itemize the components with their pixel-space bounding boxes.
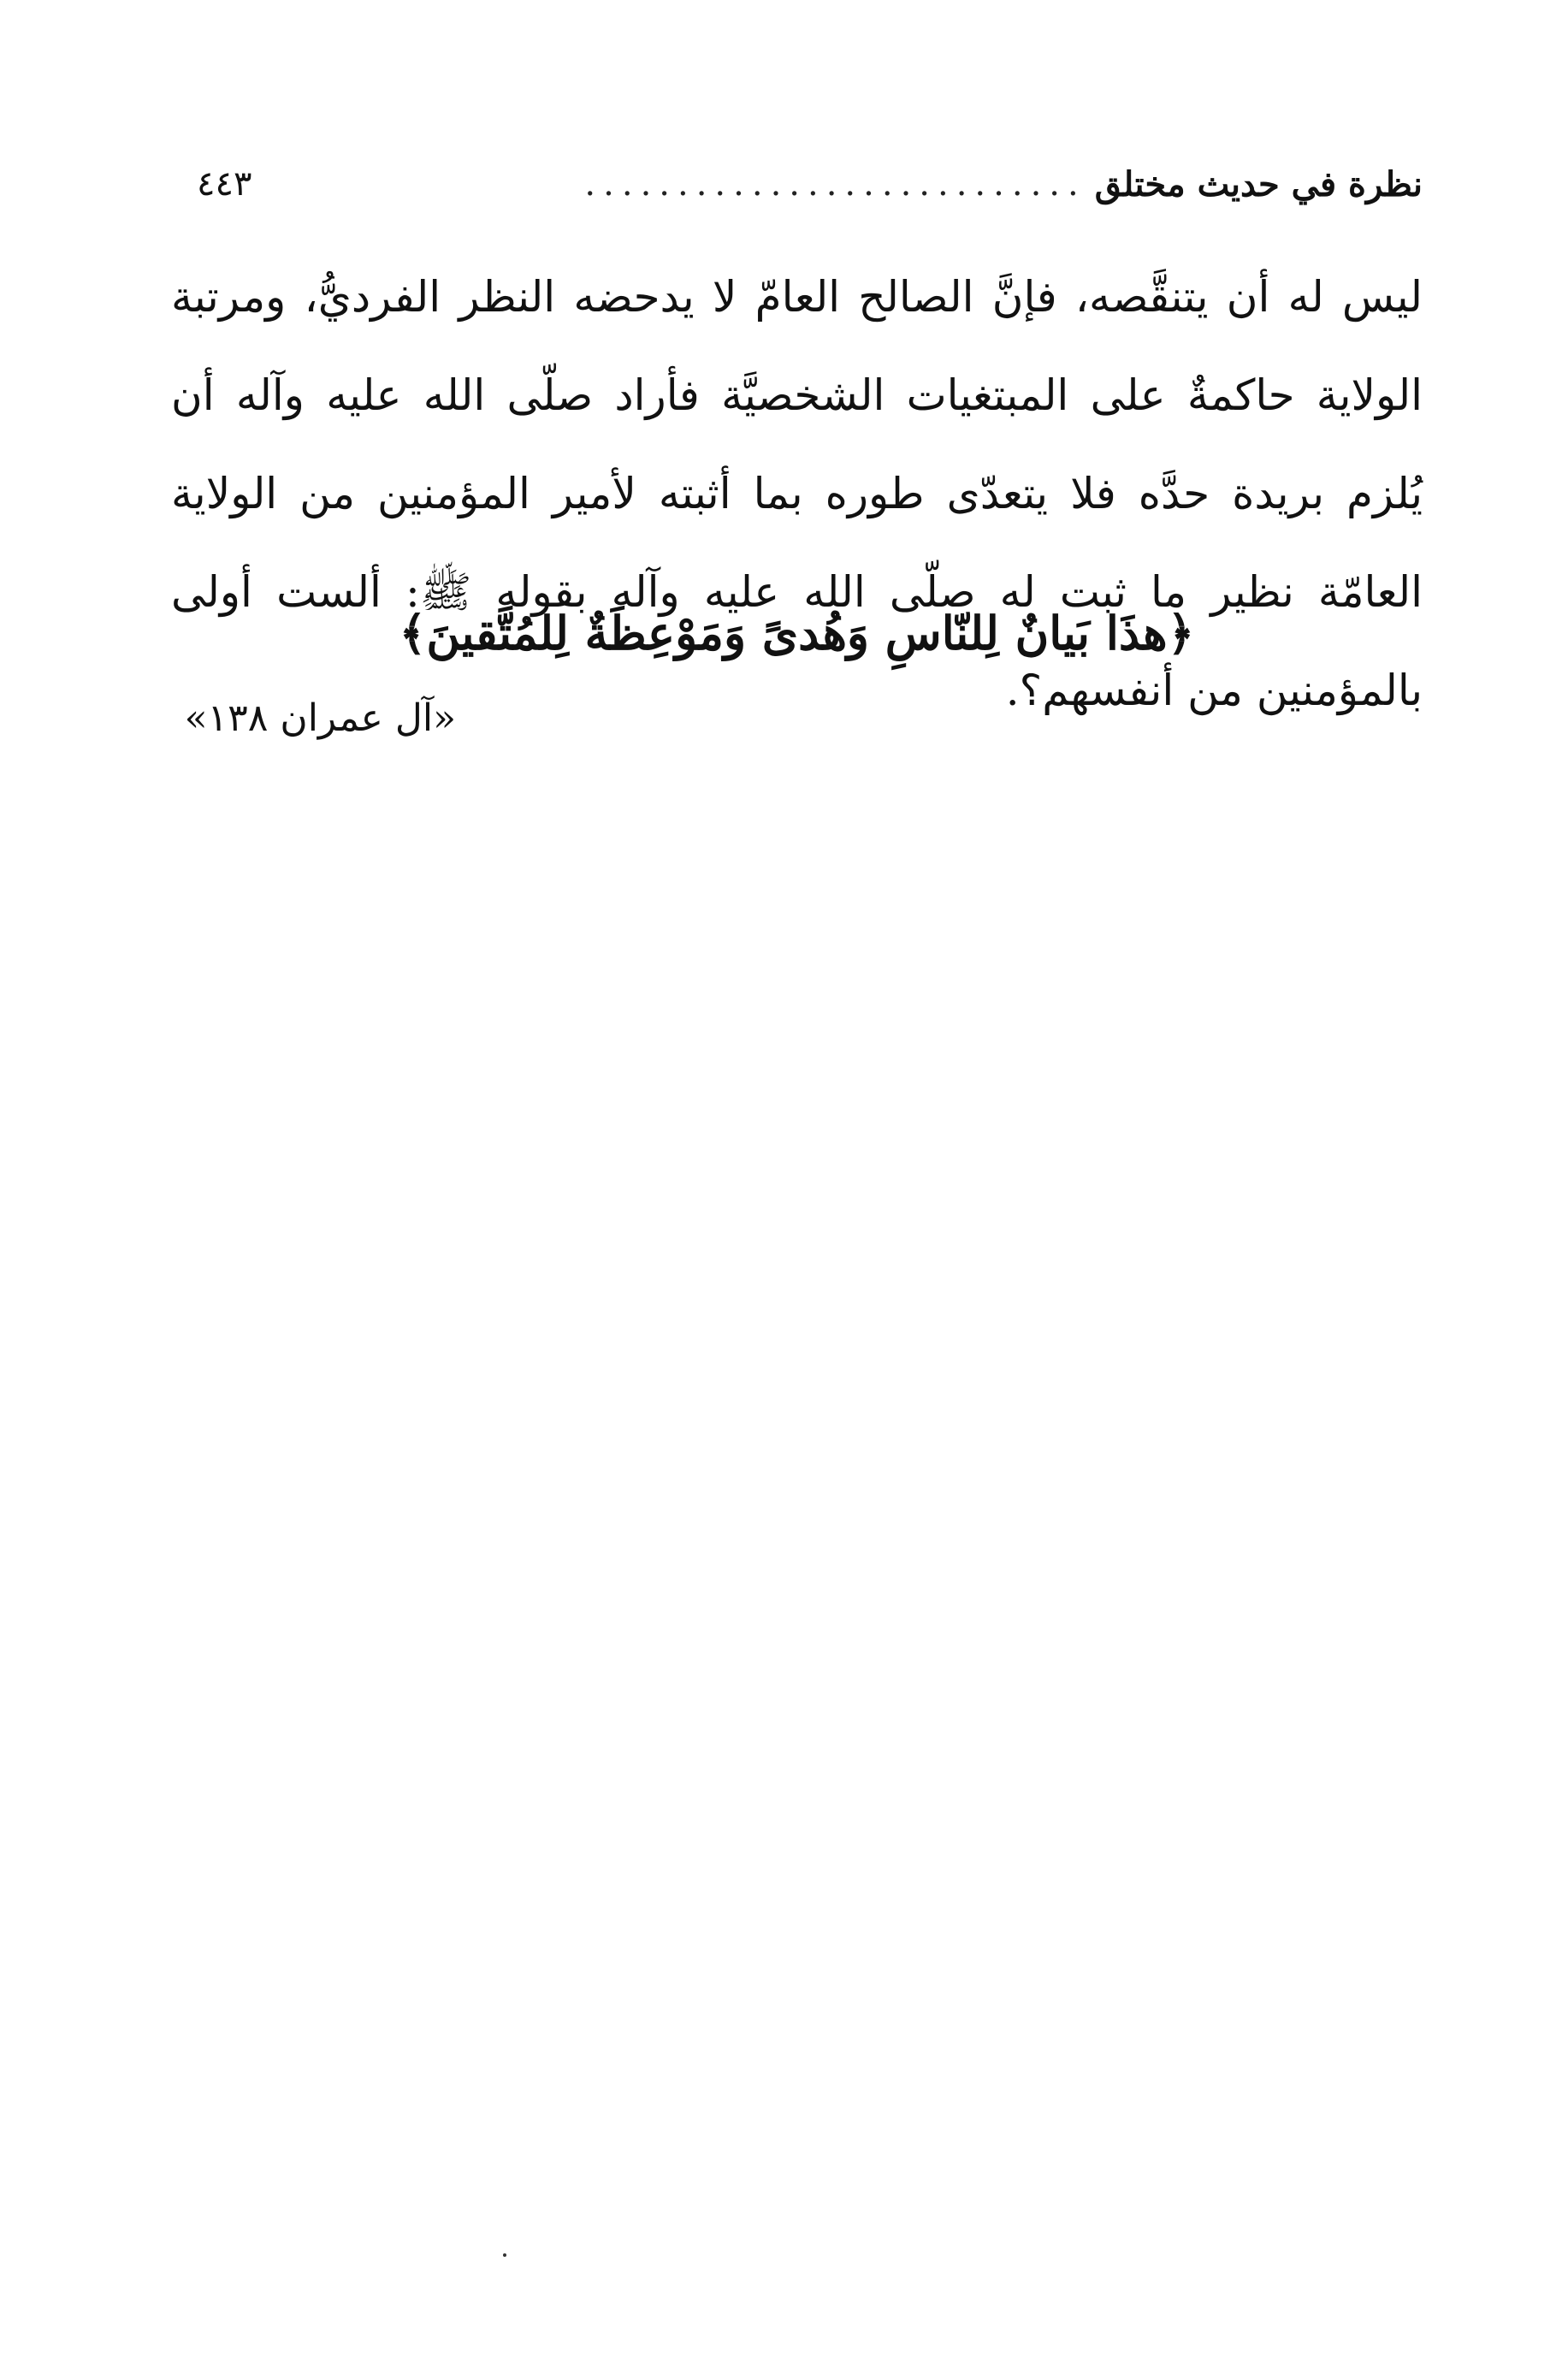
running-head (197, 154, 1423, 214)
running-head-title: نظرة في حديث مختلق (1094, 163, 1423, 204)
dot-leader: ........................... (584, 164, 1086, 204)
body-paragraph: ليس له أن يتنقَّصه، فإنَّ الصالح العامّ لا يدحضه النظر الفرديُّ، ومرتبة الولاية حاكمةٌ على المبتغيات الشخصيَّة فأراد صلّى الله عليه وآله أن يُلزم بريدة حدَّه فلا يتعدّى طوره بما أثبته لأمير المؤمنين من الولاية العامّة نظير ما ثبت له صلّى الله عليه وآله بقوله ﷺ: ألست أولى بالمؤمنين من أنفسهم؟. (171, 272, 1423, 715)
verse-reference: «آل عمران ١٣٨» (184, 696, 456, 740)
page-number: ٤٤٣ (197, 164, 252, 204)
quran-verse: ﴿هذَا بَيانٌ لِلنّاسِ وَهُدىً وَمَوْعِظَةٌ لِلمُتَّقينَ﴾ (399, 606, 1195, 660)
print-speck (503, 2253, 506, 2257)
